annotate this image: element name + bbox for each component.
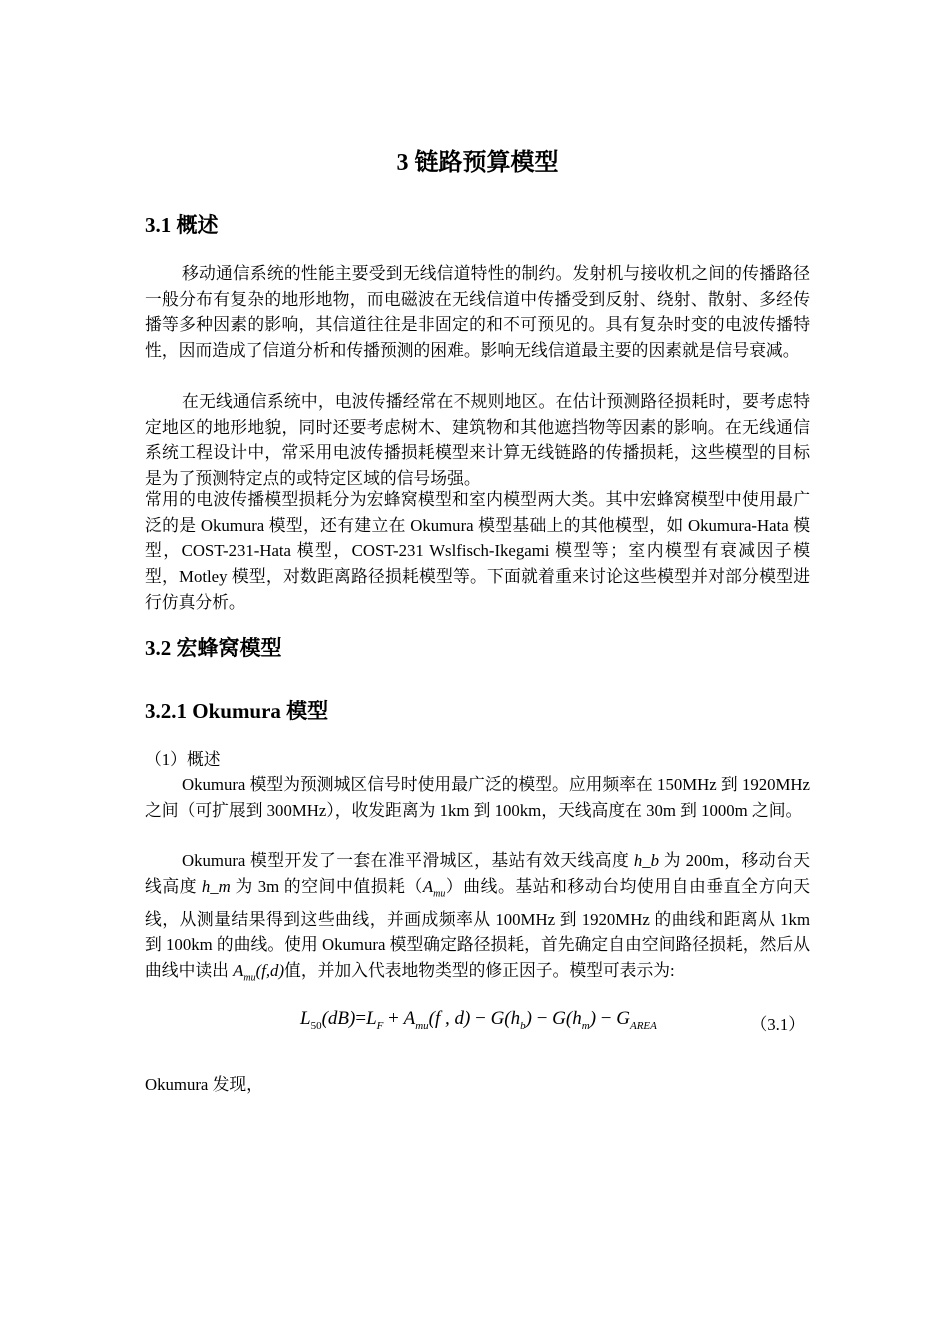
- subsection-label-overview: （1）概述: [145, 750, 221, 769]
- paragraph-okumura-intro: Okumura 模型为预测城区信号时使用最广泛的模型。应用频率在 150MHz 到 1920MHz 之间（可扩展到 300MHz），收发距离为 1km 到 100km，天线高度在 30m 到 1000m 之间。: [145, 775, 810, 820]
- chapter-title: 3 链路预算模型: [396, 150, 559, 176]
- paragraph-text: Okumura 模型开发了一套在准平滑城区，基站有效天线高度: [182, 851, 634, 870]
- variable-hm: h_m: [201, 876, 231, 896]
- variable-hb: h_b: [633, 851, 660, 870]
- paragraph-text: 值，并加入代表地物类型的修正因子。模型可表示为:: [284, 961, 675, 981]
- variable-amu-fd: $A_{mu}(f,d)$: [233, 961, 285, 984]
- paragraph-3-1-2: 在无线通信系统中，电波传播经常在不规则地区。在估计预测路径损耗时，要考虑特定地区的地形地貌，同时还要考虑树木、建筑物和其他遮挡物等因素的影响。在无线通信系统工程设计中，常采用电波传播损耗模型来计算无线链路的传播损耗，这些模型的目标是为了预测特定点的或特定区域的信号场强。: [145, 392, 810, 489]
- paragraph-text: 为 200m，移动台天线高度: [145, 851, 810, 896]
- equation-number: （3.1）: [750, 1015, 805, 1034]
- paragraph-okumura-curves: [145, 848, 810, 991]
- section-heading-3-2-1: 3.2.1 Okumura 模型: [145, 699, 329, 723]
- paragraph-text: 为 3m 的空间中值损耗（: [230, 876, 423, 896]
- section-heading-3-1: 3.1 概述: [145, 213, 219, 237]
- variable-amu: $A_{mu}$: [422, 876, 446, 900]
- paragraph-3-1-1: 移动通信系统的性能主要受到无线信道特性的制约。发射机与接收机之间的传播路径一般分布有复杂的地形地物，而电磁波在无线信道中传播受到反射、绕射、散射、多经传播等多种因素的影响，其信道往往是非固定的和不可预见的。具有复杂时变的电波传播特性，因而造成了信道分析和传播预测的困难。影响无线信道最主要的因素就是信号衰减。: [145, 264, 810, 361]
- equation-okumura: $L_{50}(dB)=L_F + A_{mu}(f$ , $d) - G(h_b) - G(h_m) - G_{AREA}$: [300, 1008, 657, 1032]
- paragraph-3-1-3: 常用的电波传播模型损耗分为宏蜂窝模型和室内模型两大类。其中宏蜂窝模型中使用最广泛的是 Okumura 模型，还有建立在 Okumura 模型基础上的其他模型，如 Okumura-Hata 模型，COST-231-Hata 模型，COST-231 Wslfisch-Ikegami 模型等；室内模型有衰减因子模型，Motley 模型，对数距离路径损耗模型等。下面就着重来讨论这些模型并对部分模型进行仿真分析。: [145, 490, 810, 612]
- paragraph-okumura-found: Okumura 发现，: [145, 1075, 263, 1094]
- section-heading-3-2: 3.2 宏蜂窝模型: [145, 636, 282, 660]
- paragraph-text: ）曲线。基站和移动台均使用自由垂直全方向天线，从测量结果得到这些曲线，并画成频率从 100MHz 到 1920MHz 的曲线和距离从 1km 到 100km 的曲线。使用 Okumura 模型确定路径损耗，首先确定自由空间路径损耗，然后从曲线中读出: [145, 876, 810, 981]
